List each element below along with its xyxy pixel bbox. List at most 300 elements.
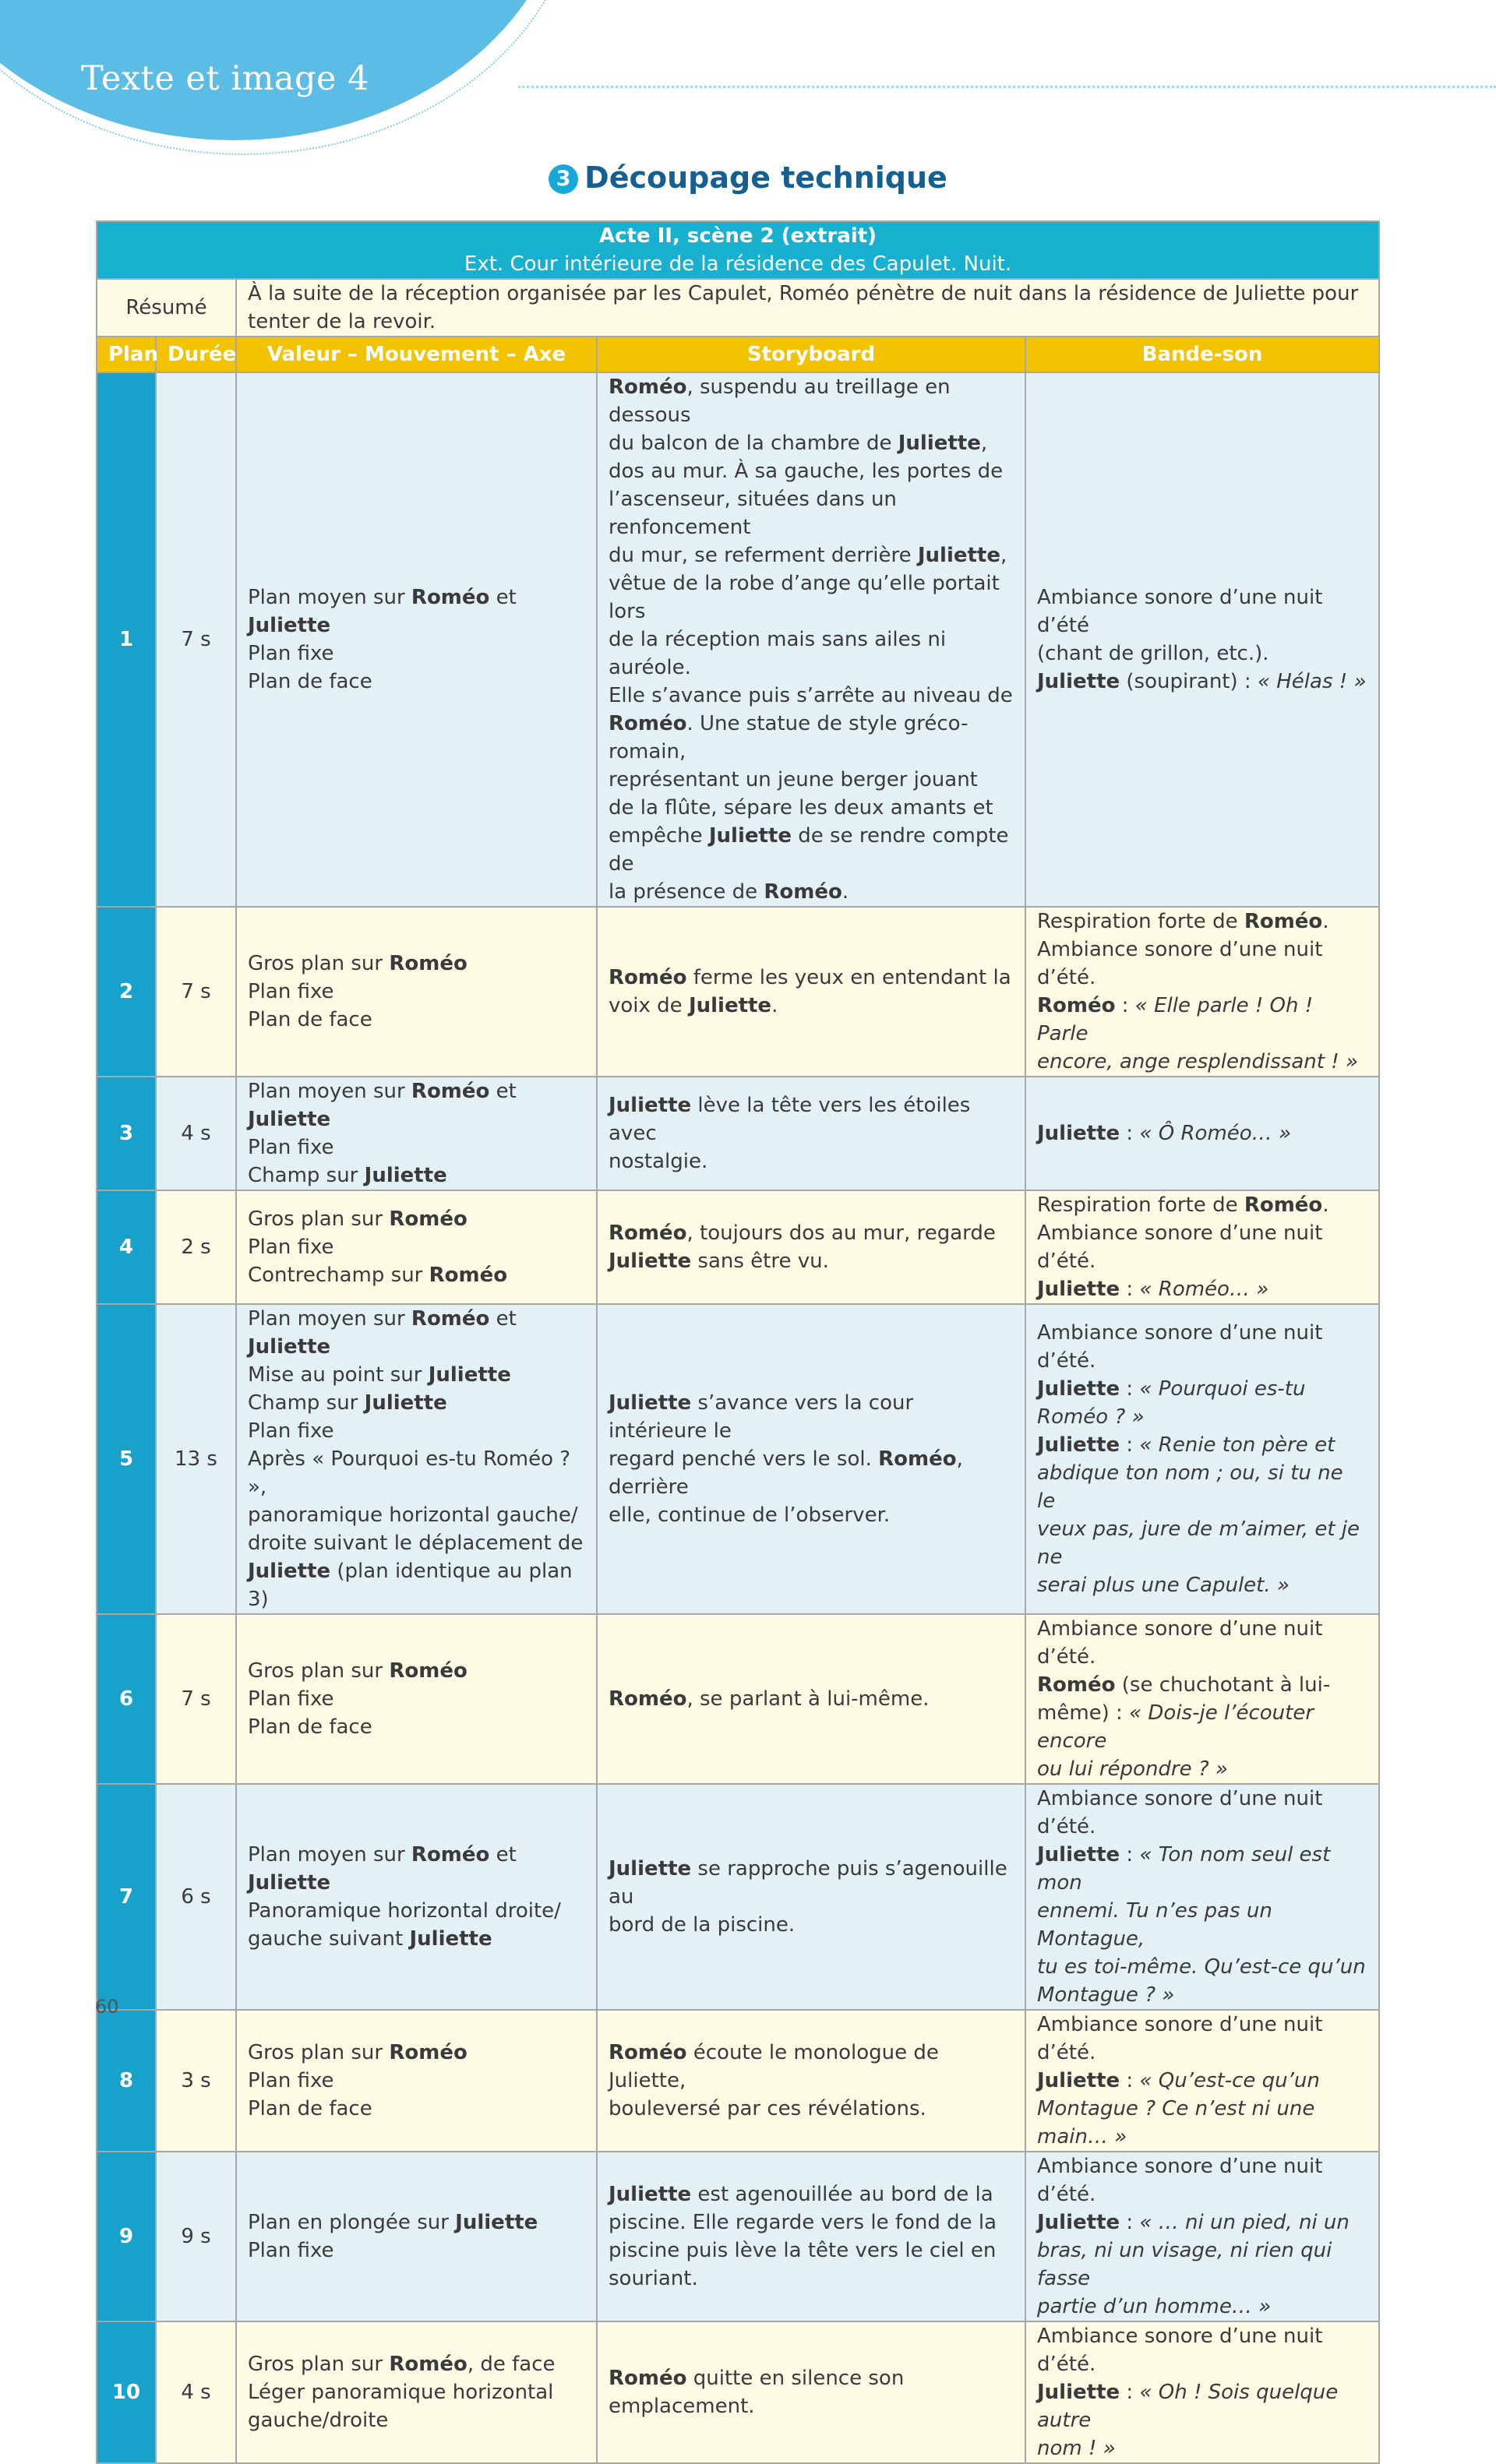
text-span: vêtue de la robe d’ange qu’elle portait lors <box>609 572 1000 623</box>
storyboard-cell <box>597 1190 1025 1304</box>
duration-cell: 7 s <box>156 1614 236 1784</box>
column-header-plan: Plan <box>97 337 156 372</box>
bandeson-cell <box>1025 1077 1379 1190</box>
text-span: veux pas, jure de m’aimer, et je ne <box>1037 1518 1360 1569</box>
text-line <box>1037 1048 1367 1076</box>
text-span: du balcon de la chambre de <box>609 432 898 455</box>
bandeson-cell <box>1025 372 1379 907</box>
character-name: Juliette <box>248 1108 331 1131</box>
text-span: Plan fixe <box>248 1236 334 1259</box>
text-line <box>609 1219 1014 1247</box>
text-span: empêche <box>609 824 709 848</box>
text-line <box>609 1389 1014 1445</box>
text-span: Mise au point sur <box>248 1363 429 1387</box>
text-span: « … ni un pied, ni un <box>1139 2211 1350 2234</box>
plan-number-cell: 7 <box>97 1784 156 2010</box>
bandeson-cell <box>1025 1304 1379 1614</box>
text-line <box>1037 1571 1367 1599</box>
text-line <box>609 1247 1014 1275</box>
text-span: emplacement. <box>609 2395 755 2418</box>
character-name: Juliette <box>609 1094 692 1117</box>
text-span: . <box>1322 910 1329 933</box>
valeur-cell <box>236 1614 597 1784</box>
character-name: Roméo <box>389 1207 468 1231</box>
character-name: Juliette <box>1037 1843 1120 1867</box>
text-span: et <box>489 1307 517 1331</box>
text-span: , <box>980 432 988 455</box>
text-span: Après « Pourquoi es-tu Roméo ? », <box>248 1447 571 1499</box>
text-span: « Elle parle ! Oh ! Parle <box>1037 994 1314 1045</box>
text-line <box>1037 2095 1367 2123</box>
text-span: : <box>1120 2211 1140 2234</box>
text-span: Ambiance sonore d’une nuit d’été. <box>1037 1221 1323 1273</box>
text-span: : <box>1120 1843 1140 1867</box>
duration-cell: 4 s <box>156 1077 236 1190</box>
text-span: Ambiance sonore d’une nuit d’été <box>1037 586 1323 637</box>
text-span: Plan de face <box>248 1715 372 1739</box>
text-span: lève la tête vers les étoiles avec <box>609 1094 971 1145</box>
text-line <box>248 1133 585 1161</box>
text-line <box>248 1713 585 1741</box>
text-line <box>1037 1785 1367 1841</box>
bandeson-cell <box>1025 1614 1379 1784</box>
text-line <box>609 1091 1014 1147</box>
text-line <box>248 1161 585 1190</box>
text-span: tu es toi-même. Qu’est-ce qu’un <box>1037 1955 1366 1979</box>
text-span: « Ô Roméo… » <box>1139 1122 1291 1145</box>
text-span: . <box>771 994 778 1017</box>
text-line <box>609 1147 1014 1176</box>
character-name: Juliette <box>1037 1122 1120 1145</box>
plan-number-cell: 5 <box>97 1304 156 1614</box>
text-line <box>609 569 1014 626</box>
character-name: Roméo <box>609 375 687 399</box>
text-span: Gros plan sur <box>248 952 390 975</box>
text-span: et <box>489 1843 517 1867</box>
text-span: : <box>1120 1122 1140 1145</box>
character-name: Roméo <box>1244 910 1323 933</box>
text-span: est agenouillée au bord de la <box>691 2183 993 2206</box>
text-span: bouleversé par ces révélations. <box>609 2097 926 2120</box>
bandeson-cell <box>1025 1784 1379 2010</box>
valeur-cell <box>236 1077 597 1190</box>
text-line <box>609 485 1014 541</box>
bandeson-cell <box>1025 2152 1379 2321</box>
text-span: , derrière <box>609 1447 963 1499</box>
valeur-cell <box>236 2321 597 2463</box>
text-span: Plan fixe <box>248 642 334 665</box>
text-span: Gros plan sur <box>248 2041 390 2064</box>
text-line <box>1037 1671 1367 1699</box>
text-span: Elle s’avance puis s’arrête au niveau de <box>609 684 1013 707</box>
character-name: Roméo <box>389 952 468 975</box>
text-span: : <box>1115 994 1135 1017</box>
section-title-text: Découpage technique <box>584 160 947 195</box>
text-line <box>1037 1981 1367 2009</box>
text-line <box>1037 2378 1367 2434</box>
text-line <box>609 626 1014 682</box>
valeur-cell <box>236 1190 597 1304</box>
text-span: Ambiance sonore d’une nuit d’été. <box>1037 2155 1323 2206</box>
text-span: serai plus une Capulet. » <box>1037 1574 1290 1597</box>
plan-number-cell: 6 <box>97 1614 156 1784</box>
table-row <box>97 2010 1379 2152</box>
storyboard-cell <box>597 2152 1025 2321</box>
text-span: Plan de face <box>248 1008 372 1031</box>
text-span: même) : <box>1037 1701 1130 1725</box>
text-span: « Dois-je l’écouter encore <box>1037 1701 1314 1753</box>
text-span: droite suivant le déplacement de <box>248 1532 584 1555</box>
text-span: Champ sur <box>248 1164 365 1187</box>
character-name: Juliette <box>248 614 331 637</box>
duration-cell: 9 s <box>156 2152 236 2321</box>
text-span: « Ton nom seul est mon <box>1037 1843 1331 1895</box>
text-span: Ambiance sonore d’une nuit d’été. <box>1037 2325 1323 2376</box>
valeur-cell <box>236 372 597 907</box>
character-name: Roméo <box>1037 994 1116 1017</box>
character-name: Roméo <box>609 2041 687 2064</box>
text-line <box>248 2378 585 2406</box>
character-name: Juliette <box>248 1335 331 1359</box>
text-span: Ambiance sonore d’une nuit d’été. <box>1037 1617 1323 1669</box>
storyboard-cell <box>597 1784 1025 2010</box>
bandeson-cell <box>1025 2321 1379 2463</box>
scene-title: Acte II, scène 2 (extrait) <box>598 224 877 248</box>
text-line <box>248 950 585 978</box>
column-header-valeur: Valeur – Mouvement – Axe <box>236 337 597 372</box>
text-line <box>1037 583 1367 640</box>
text-span: « Renie ton père et <box>1139 1433 1335 1457</box>
character-name: Juliette <box>1037 1278 1120 1301</box>
scene-subtitle: Ext. Cour intérieure de la résidence des Capulet. Nuit. <box>464 252 1012 276</box>
valeur-cell <box>236 907 597 1077</box>
text-line <box>609 992 1014 1020</box>
character-name: Roméo <box>411 1307 490 1331</box>
character-name: Juliette <box>409 1927 492 1951</box>
character-name: Roméo <box>609 966 687 989</box>
character-name: Juliette <box>1037 670 1120 693</box>
text-line <box>609 1911 1014 1939</box>
text-line <box>1037 908 1367 936</box>
character-name: Roméo <box>389 2041 468 2064</box>
text-span: bord de la piscine. <box>609 1913 796 1937</box>
text-line <box>609 682 1014 710</box>
character-name: Roméo <box>609 1221 687 1245</box>
text-span: . Une statue de style gréco-romain, <box>609 712 969 763</box>
text-line <box>1037 2237 1367 2293</box>
table-row <box>97 1304 1379 1614</box>
text-line <box>248 2350 585 2378</box>
character-name: Roméo <box>389 1659 468 1683</box>
character-name: Juliette <box>1037 1433 1120 1457</box>
plan-number-cell: 10 <box>97 2321 156 2463</box>
text-line <box>248 2208 585 2237</box>
text-span: main… » <box>1037 2125 1127 2149</box>
character-name: Juliette <box>455 2211 538 2234</box>
character-name: Juliette <box>688 994 772 1017</box>
text-span: sans être vu. <box>691 1250 829 1273</box>
text-span: Plan moyen sur <box>248 1307 411 1331</box>
character-name: Juliette <box>708 824 792 848</box>
text-line <box>609 541 1014 569</box>
text-line <box>248 1077 585 1133</box>
text-span: , toujours dos au mur, regarde <box>686 1221 996 1245</box>
character-name: Juliette <box>609 2183 692 2206</box>
text-span: Respiration forte de <box>1037 910 1244 933</box>
valeur-cell <box>236 1304 597 1614</box>
character-name: Juliette <box>1037 2211 1120 2234</box>
text-span: Ambiance sonore d’une nuit d’été. <box>1037 1321 1323 1373</box>
text-span: de se rendre compte de <box>609 824 1009 876</box>
text-line <box>1037 2152 1367 2208</box>
text-span: Ambiance sonore d’une nuit d’été. <box>1037 2013 1323 2064</box>
character-name: Juliette <box>609 1250 692 1273</box>
text-span: ferme les yeux en entendant la <box>686 966 1011 989</box>
text-span: et <box>489 586 517 609</box>
character-name: Roméo <box>609 2367 687 2390</box>
duration-cell: 4 s <box>156 2321 236 2463</box>
character-name: Roméo <box>609 712 687 735</box>
text-span: piscine. Elle regarde vers le fond de la <box>609 2211 997 2234</box>
character-name: Juliette <box>917 544 1000 567</box>
page-header-title: Texte et image 4 <box>81 59 369 98</box>
text-line <box>1037 1119 1367 1147</box>
text-line <box>609 429 1014 457</box>
scene-header-cell <box>97 221 1379 279</box>
text-line <box>609 373 1014 429</box>
text-line <box>1037 1953 1367 1981</box>
text-line <box>609 964 1014 992</box>
character-name: Roméo <box>878 1447 957 1471</box>
storyboard-cell <box>597 907 1025 1077</box>
text-span: Gros plan sur <box>248 2353 390 2376</box>
storyboard-cell <box>597 372 1025 907</box>
text-span: Gros plan sur <box>248 1207 390 1231</box>
text-span: nom ! » <box>1037 2437 1116 2460</box>
text-line <box>1037 992 1367 1048</box>
text-span: : <box>1120 1278 1140 1301</box>
text-span: Ambiance sonore d’une nuit d’été. <box>1037 938 1323 989</box>
text-line <box>248 1897 585 1925</box>
storyboard-cell <box>597 2010 1025 2152</box>
plan-number-cell: 4 <box>97 1190 156 1304</box>
text-line <box>609 2039 1014 2095</box>
text-span: Plan de face <box>248 2097 372 2120</box>
character-name: Roméo <box>411 1080 490 1103</box>
text-line <box>609 2237 1014 2265</box>
text-span: Montague ? » <box>1037 1983 1175 2007</box>
valeur-cell <box>236 2152 597 2321</box>
character-name: Juliette <box>248 1871 331 1895</box>
text-span: Panoramique horizontal droite/ <box>248 1899 561 1923</box>
character-name: Juliette <box>428 1363 511 1387</box>
text-span: nostalgie. <box>609 1150 708 1173</box>
text-span: Plan en plongée sur <box>248 2211 456 2234</box>
text-line <box>1037 1841 1367 1897</box>
text-line <box>248 2039 585 2067</box>
text-span: piscine puis lève la tête vers le ciel en <box>609 2239 997 2262</box>
text-line <box>609 2364 1014 2392</box>
valeur-cell <box>236 2010 597 2152</box>
valeur-cell <box>236 1784 597 2010</box>
text-span: Plan fixe <box>248 1136 334 1159</box>
text-span: souriant. <box>609 2267 698 2290</box>
text-span: partie d’un homme… » <box>1037 2295 1272 2318</box>
text-span: : <box>1120 2381 1140 2404</box>
text-line <box>1037 640 1367 668</box>
text-line <box>1037 1319 1367 1375</box>
character-name: Juliette <box>1037 1377 1120 1401</box>
duration-cell: 3 s <box>156 2010 236 2152</box>
text-span: , suspendu au treillage en dessous <box>609 375 951 427</box>
text-line <box>248 2237 585 2265</box>
text-line <box>248 1841 585 1897</box>
text-line <box>248 668 585 696</box>
table-row <box>97 2321 1379 2463</box>
table-row <box>97 2152 1379 2321</box>
bandeson-cell <box>1025 907 1379 1077</box>
text-line <box>1037 1403 1367 1431</box>
text-span: Plan fixe <box>248 2069 334 2092</box>
duration-cell: 13 s <box>156 1304 236 1614</box>
text-span: « Oh ! Sois quelque autre <box>1037 2381 1339 2432</box>
text-span: : <box>1120 1377 1140 1401</box>
plan-number-cell: 8 <box>97 2010 156 2152</box>
text-span: Respiration forte de <box>1037 1193 1244 1217</box>
text-span: du mur, se referment derrière <box>609 544 918 567</box>
plan-number-cell: 3 <box>97 1077 156 1190</box>
character-name: Roméo <box>609 1687 687 1711</box>
text-span: panoramique horizontal gauche/ <box>248 1503 578 1527</box>
text-span: et <box>489 1080 517 1103</box>
text-span: l’ascenseur, situées dans un renfoncement <box>609 488 897 539</box>
text-span: . <box>842 880 849 904</box>
text-span: Montague ? Ce n’est ni une <box>1037 2097 1315 2120</box>
plan-number-cell: 1 <box>97 372 156 907</box>
text-span: Plan fixe <box>248 1419 334 1443</box>
duration-cell: 6 s <box>156 1784 236 2010</box>
text-line <box>1037 1459 1367 1515</box>
text-line <box>609 878 1014 906</box>
text-span: Plan fixe <box>248 1687 334 1711</box>
text-span: voix de <box>609 994 689 1017</box>
storyboard-cell <box>597 1614 1025 1784</box>
page-number: 60 <box>95 1996 119 2018</box>
text-line <box>609 2180 1014 2208</box>
text-span: Contrechamp sur <box>248 1264 429 1287</box>
text-line <box>248 640 585 668</box>
character-name: Juliette <box>1037 2381 1120 2404</box>
text-line <box>1037 2208 1367 2237</box>
text-span: regard penché vers le sol. <box>609 1447 879 1471</box>
text-span: Champ sur <box>248 1391 365 1415</box>
table-row <box>97 907 1379 1077</box>
bandeson-cell <box>1025 2010 1379 2152</box>
text-span: Léger panoramique horizontal <box>248 2381 554 2404</box>
text-line <box>1037 2434 1367 2462</box>
text-line <box>1037 2322 1367 2378</box>
table-row <box>97 1614 1379 1784</box>
text-span: la présence de <box>609 880 764 904</box>
character-name: Juliette <box>898 432 981 455</box>
text-span: Plan fixe <box>248 2239 334 2262</box>
text-line <box>248 2406 585 2434</box>
table-row <box>97 372 1379 907</box>
character-name: Roméo <box>1037 1673 1116 1697</box>
text-span: bras, ni un visage, ni rien qui fasse <box>1037 2239 1332 2290</box>
text-span: abdique ton nom ; ou, si tu ne le <box>1037 1461 1343 1513</box>
text-span: , se parlant à lui-même. <box>686 1687 930 1711</box>
text-span: (se chuchotant à lui- <box>1115 1673 1331 1697</box>
text-span: Plan moyen sur <box>248 1843 411 1867</box>
character-name: Juliette <box>609 1857 692 1881</box>
text-line <box>609 794 1014 822</box>
text-span: Plan moyen sur <box>248 586 411 609</box>
bandeson-cell <box>1025 1190 1379 1304</box>
text-line <box>1037 1897 1367 1953</box>
text-span: (plan identique au plan 3) <box>248 1560 573 1611</box>
text-span: Ambiance sonore d’une nuit d’été. <box>1037 1787 1323 1838</box>
text-line <box>1037 1375 1367 1403</box>
character-name: Roméo <box>411 586 490 609</box>
text-line <box>1037 2293 1367 2321</box>
text-span: de la réception mais sans ailes ni auréole. <box>609 628 947 679</box>
text-line <box>1037 1191 1367 1219</box>
table-row <box>97 1077 1379 1190</box>
text-span: « Pourquoi es-tu <box>1139 1377 1306 1401</box>
text-line <box>248 1445 585 1501</box>
text-line <box>609 1855 1014 1911</box>
text-span: Roméo ? » <box>1037 1405 1145 1429</box>
plan-number-cell: 9 <box>97 2152 156 2321</box>
character-name: Roméo <box>429 1264 508 1287</box>
character-name: Roméo <box>1244 1193 1323 1217</box>
text-line <box>248 1305 585 1361</box>
text-span: se rapproche puis s’agenouille au <box>609 1857 1007 1909</box>
column-header-duree: Durée <box>156 337 236 372</box>
text-span: Plan fixe <box>248 980 334 1003</box>
text-line <box>1037 936 1367 992</box>
text-line <box>248 583 585 640</box>
text-span: représentant un jeune berger jouant <box>609 768 978 791</box>
text-line <box>609 710 1014 766</box>
text-span: Gros plan sur <box>248 1659 390 1683</box>
column-header-row <box>97 337 1379 372</box>
text-span: gauche/droite <box>248 2409 389 2432</box>
text-line <box>248 1657 585 1685</box>
text-line <box>609 2392 1014 2420</box>
text-span: : <box>1120 1433 1140 1457</box>
text-line <box>1037 2067 1367 2095</box>
character-name: Roméo <box>764 880 842 904</box>
text-line <box>248 2067 585 2095</box>
duration-cell: 7 s <box>156 372 236 907</box>
decoupage-table <box>96 220 1380 2464</box>
text-line <box>248 1389 585 1417</box>
text-line <box>609 1685 1014 1713</box>
resume-text: À la suite de la réception organisée par les Capulet, Roméo pénètre de nuit dans la résidence de Juliette pour tenter de la revoir. <box>236 279 1379 337</box>
resume-label: Résumé <box>97 279 236 337</box>
table-row <box>97 1190 1379 1304</box>
text-line <box>248 1205 585 1233</box>
text-line <box>609 2095 1014 2123</box>
storyboard-cell <box>597 1304 1025 1614</box>
text-line <box>1037 668 1367 696</box>
resume-row <box>97 279 1379 337</box>
duration-cell: 2 s <box>156 1190 236 1304</box>
text-line <box>1037 1615 1367 1671</box>
text-span: (chant de grillon, etc.). <box>1037 642 1269 665</box>
